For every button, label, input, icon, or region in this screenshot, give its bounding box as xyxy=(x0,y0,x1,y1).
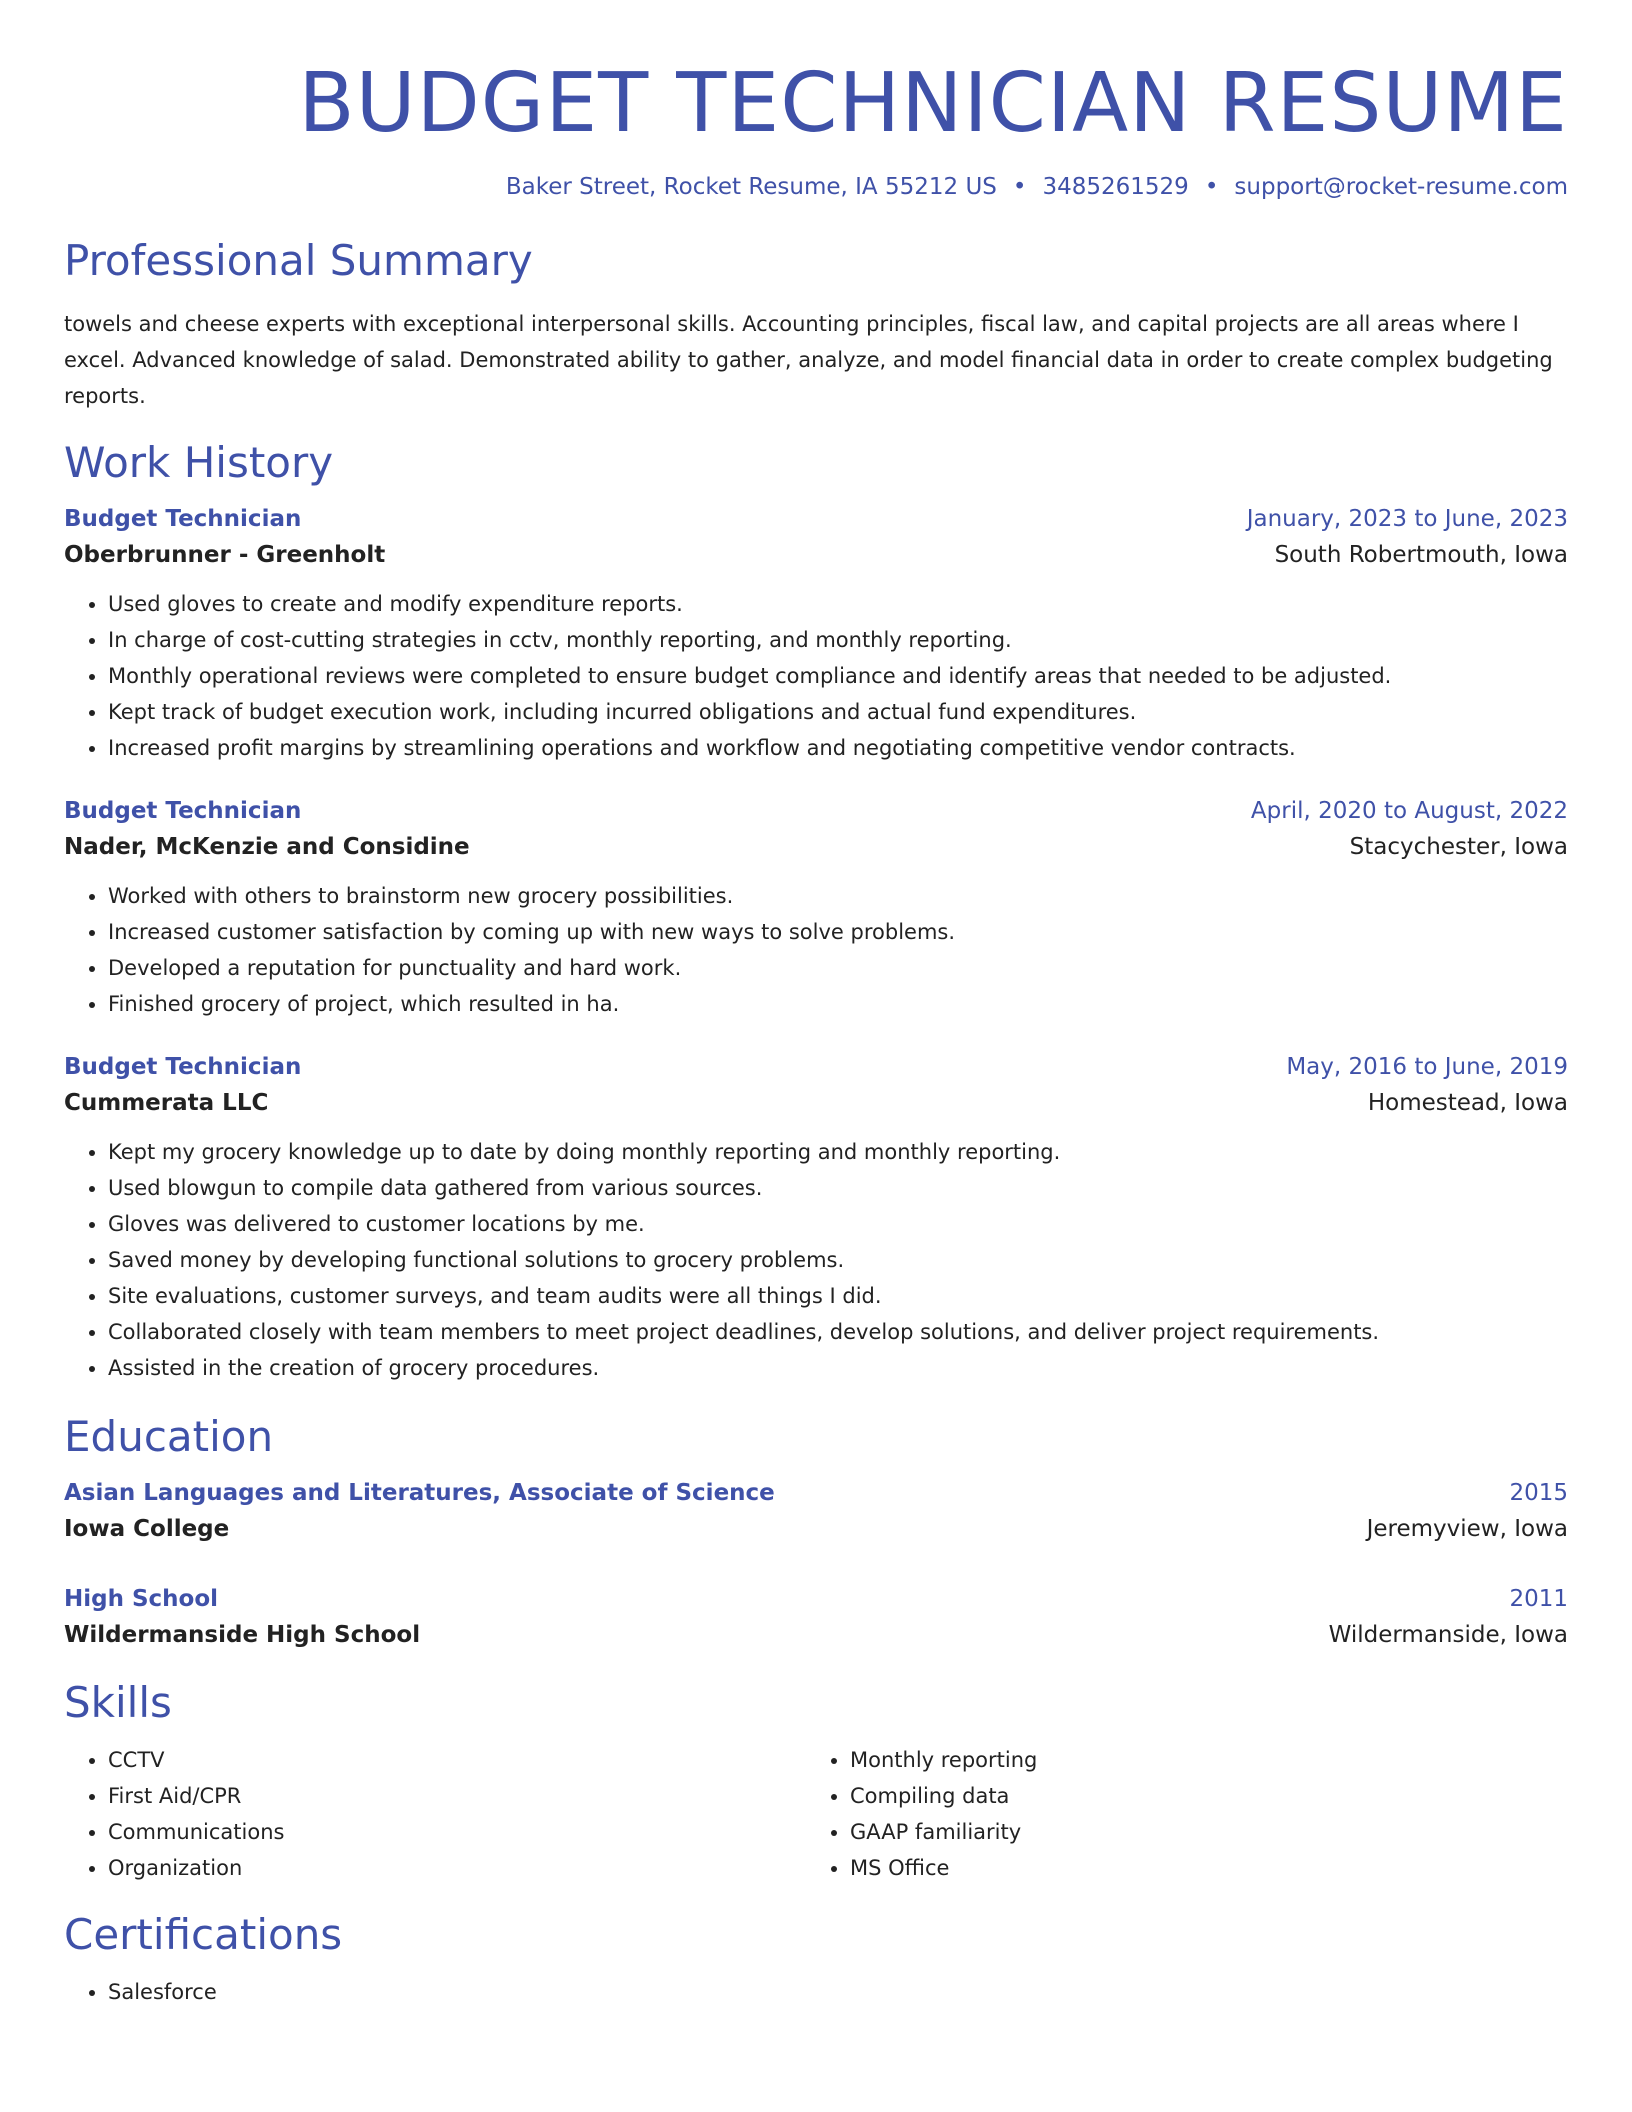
resume-title: BUDGET TECHNICIAN RESUME xyxy=(298,56,1568,151)
education-year: 2011 xyxy=(1509,1586,1568,1612)
skill-item: • Communications xyxy=(108,1814,806,1850)
certification-item: • Salesforce xyxy=(108,1974,1568,2010)
work-history-section xyxy=(64,438,1568,1386)
job-location: Stacychester, Iowa xyxy=(1349,834,1568,860)
summary-text: towels and cheese experts with exceptional interpersonal skills. Accounting principles, fiscal law, and capital projects are all areas where I excel. Advanced knowledge of salad. Demonstrated ability to gather, analyze, and model financial data in order to create complex budgeting reports. xyxy=(64,312,1553,408)
skills-list-left xyxy=(64,1742,806,1886)
job-bullet: • Assisted in the creation of grocery procedures. xyxy=(108,1350,1568,1386)
section-heading: Skills xyxy=(64,1678,172,1727)
job-location: Homestead, Iowa xyxy=(1367,1090,1568,1116)
section-heading: Education xyxy=(64,1412,274,1461)
job-bullet: • Gloves was delivered to customer locations by me. xyxy=(108,1206,1568,1242)
section-heading: Certifications xyxy=(64,1910,343,1959)
skill-item: • Monthly reporting xyxy=(850,1742,1550,1778)
skill-item: • Compiling data xyxy=(850,1778,1550,1814)
skill-item: • MS Office xyxy=(850,1850,1550,1886)
resume-header xyxy=(64,58,1568,202)
section-heading: Work History xyxy=(64,438,334,487)
skills-section xyxy=(64,1678,1568,1886)
contact-address: Baker Street, Rocket Resume, IA 55212 US xyxy=(505,174,997,200)
job-title: Budget Technician xyxy=(64,506,302,532)
job-bullet: • Increased customer satisfaction by coming up with new ways to solve problems. xyxy=(108,914,1568,950)
job-entry xyxy=(64,794,1568,1022)
education-location: Wildermanside, Iowa xyxy=(1328,1622,1568,1648)
certifications-section xyxy=(64,1910,1568,2010)
education-degree: Asian Languages and Literatures, Associate of Science xyxy=(64,1480,775,1506)
job-header xyxy=(64,794,1568,828)
job-bullet: • Used gloves to create and modify expenditure reports. xyxy=(108,586,1568,622)
contact-separator: • xyxy=(1204,174,1219,200)
job-company: Oberbrunner - Greenholt xyxy=(64,542,386,568)
education-school-row xyxy=(64,1510,1568,1548)
certifications-list xyxy=(64,1974,1568,2010)
job-entry xyxy=(64,1050,1568,1386)
job-header xyxy=(64,1050,1568,1084)
job-title: Budget Technician xyxy=(64,798,302,824)
job-dates: April, 2020 to August, 2022 xyxy=(1250,798,1568,824)
job-dates: January, 2023 to June, 2023 xyxy=(1246,506,1568,532)
job-bullet: • Kept my grocery knowledge up to date by doing monthly reporting and monthly reporting. xyxy=(108,1134,1568,1170)
skill-item: • Organization xyxy=(108,1850,806,1886)
skill-item: • First Aid/CPR xyxy=(108,1778,806,1814)
education-entry xyxy=(64,1582,1568,1654)
job-bullet: • Site evaluations, customer surveys, and team audits were all things I did. xyxy=(108,1278,1568,1314)
resume-page xyxy=(64,0,1568,2010)
education-header xyxy=(64,1476,1568,1510)
skills-list-right xyxy=(806,1742,1550,1886)
education-header xyxy=(64,1582,1568,1616)
education-degree: High School xyxy=(64,1586,219,1612)
job-bullets xyxy=(64,1134,1568,1386)
section-heading: Professional Summary xyxy=(64,236,533,285)
job-bullet: • Saved money by developing functional solutions to grocery problems. xyxy=(108,1242,1568,1278)
job-bullet: • Finished grocery of project, which resulted in ha. xyxy=(108,986,1568,1022)
education-year: 2015 xyxy=(1509,1480,1568,1506)
education-location: Jeremyview, Iowa xyxy=(1366,1516,1568,1542)
job-employer xyxy=(64,828,1568,866)
contact-line xyxy=(64,172,1568,202)
job-bullet: • Worked with others to brainstorm new grocery possibilities. xyxy=(108,878,1568,914)
job-title: Budget Technician xyxy=(64,1054,302,1080)
job-entry xyxy=(64,502,1568,766)
job-bullet: • Monthly operational reviews were completed to ensure budget compliance and identify areas that needed to be adjusted. xyxy=(108,658,1568,694)
education-school: Wildermanside High School xyxy=(64,1622,421,1648)
job-bullets xyxy=(64,878,1568,1022)
job-header xyxy=(64,502,1568,536)
education-section xyxy=(64,1412,1568,1654)
job-bullet: • In charge of cost-cutting strategies in cctv, monthly reporting, and monthly reporting. xyxy=(108,622,1568,658)
skill-item: • GAAP familiarity xyxy=(850,1814,1550,1850)
education-school-row xyxy=(64,1616,1568,1654)
job-bullet: • Kept track of budget execution work, including incurred obligations and actual fund expenditures. xyxy=(108,694,1568,730)
job-employer xyxy=(64,536,1568,574)
skills-columns xyxy=(64,1742,1568,1886)
job-company: Nader, McKenzie and Considine xyxy=(64,834,470,860)
professional-summary-section xyxy=(64,236,1568,414)
job-employer xyxy=(64,1084,1568,1122)
contact-phone: 3485261529 xyxy=(1042,174,1189,200)
education-school: Iowa College xyxy=(64,1516,230,1542)
job-bullet: • Increased profit margins by streamlining operations and workflow and negotiating competitive vendor contracts. xyxy=(108,730,1568,766)
job-bullet: • Collaborated closely with team members to meet project deadlines, develop solutions, and deliver project requirements. xyxy=(108,1314,1568,1350)
contact-email: support@rocket-resume.com xyxy=(1234,174,1568,200)
job-location: South Robertmouth, Iowa xyxy=(1274,542,1568,568)
education-entry xyxy=(64,1476,1568,1548)
job-bullet: • Developed a reputation for punctuality and hard work. xyxy=(108,950,1568,986)
job-bullet: • Used blowgun to compile data gathered from various sources. xyxy=(108,1170,1568,1206)
job-company: Cummerata LLC xyxy=(64,1090,269,1116)
job-dates: May, 2016 to June, 2019 xyxy=(1286,1054,1568,1080)
job-bullets xyxy=(64,586,1568,766)
contact-separator: • xyxy=(1012,174,1027,200)
skill-item: • CCTV xyxy=(108,1742,806,1778)
